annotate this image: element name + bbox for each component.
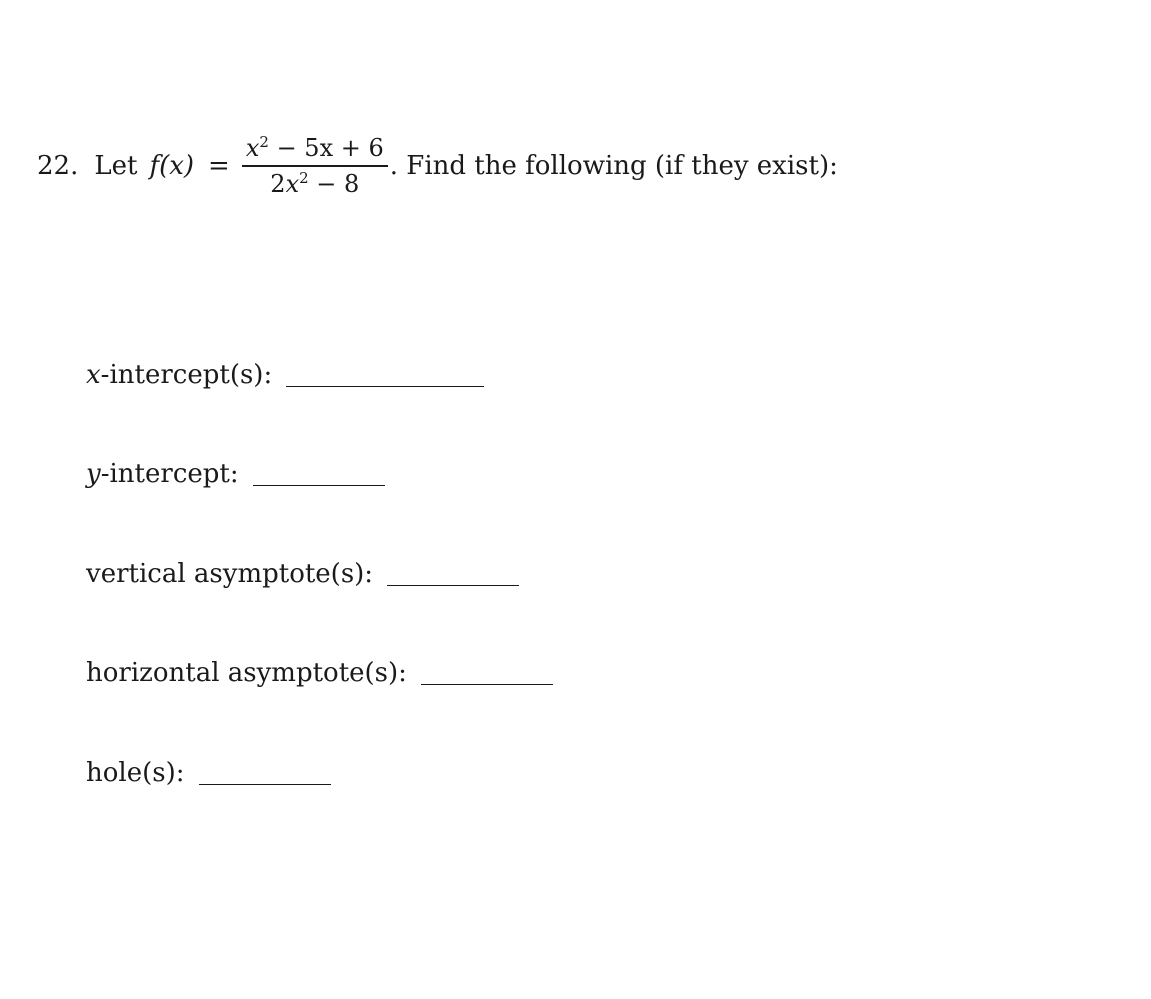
fraction-numerator: $x^2 - 5x + 6$ [245, 133, 384, 163]
field-label: -intercept(s): [100, 360, 273, 390]
field-variable: x [86, 360, 101, 390]
field-label: hole(s): [86, 758, 185, 788]
fraction-bar [242, 165, 388, 166]
y-intercept-answer-blank[interactable] [253, 484, 385, 486]
horizontal-asymptote-answer-blank[interactable] [421, 683, 553, 685]
holes-answer-blank[interactable] [199, 783, 331, 785]
vertical-asymptote-field [86, 559, 519, 589]
horizontal-asymptote-field [86, 658, 553, 688]
field-label: -intercept: [100, 459, 239, 489]
vertical-asymptote-answer-blank[interactable] [387, 584, 519, 586]
field-variable: y [86, 459, 101, 489]
fraction-denominator: $2x^2 - 8$ [270, 168, 360, 198]
problem-statement [37, 128, 838, 204]
function-argument: (x) [159, 151, 195, 181]
field-label: horizontal asymptote(s): [86, 658, 407, 688]
y-intercept-field [86, 459, 385, 489]
field-label: vertical asymptote(s): [86, 559, 374, 589]
rational-function-fraction [242, 133, 388, 198]
problem-intro: Let [94, 151, 138, 181]
problem-number: 22. [37, 151, 79, 181]
function-name: f [149, 151, 160, 181]
holes-field [86, 758, 331, 788]
x-intercept-answer-blank[interactable] [286, 385, 484, 387]
x-intercept-field [86, 360, 484, 390]
problem-instruction: . Find the following (if they exist): [389, 151, 838, 181]
equals-sign: = [208, 151, 230, 181]
